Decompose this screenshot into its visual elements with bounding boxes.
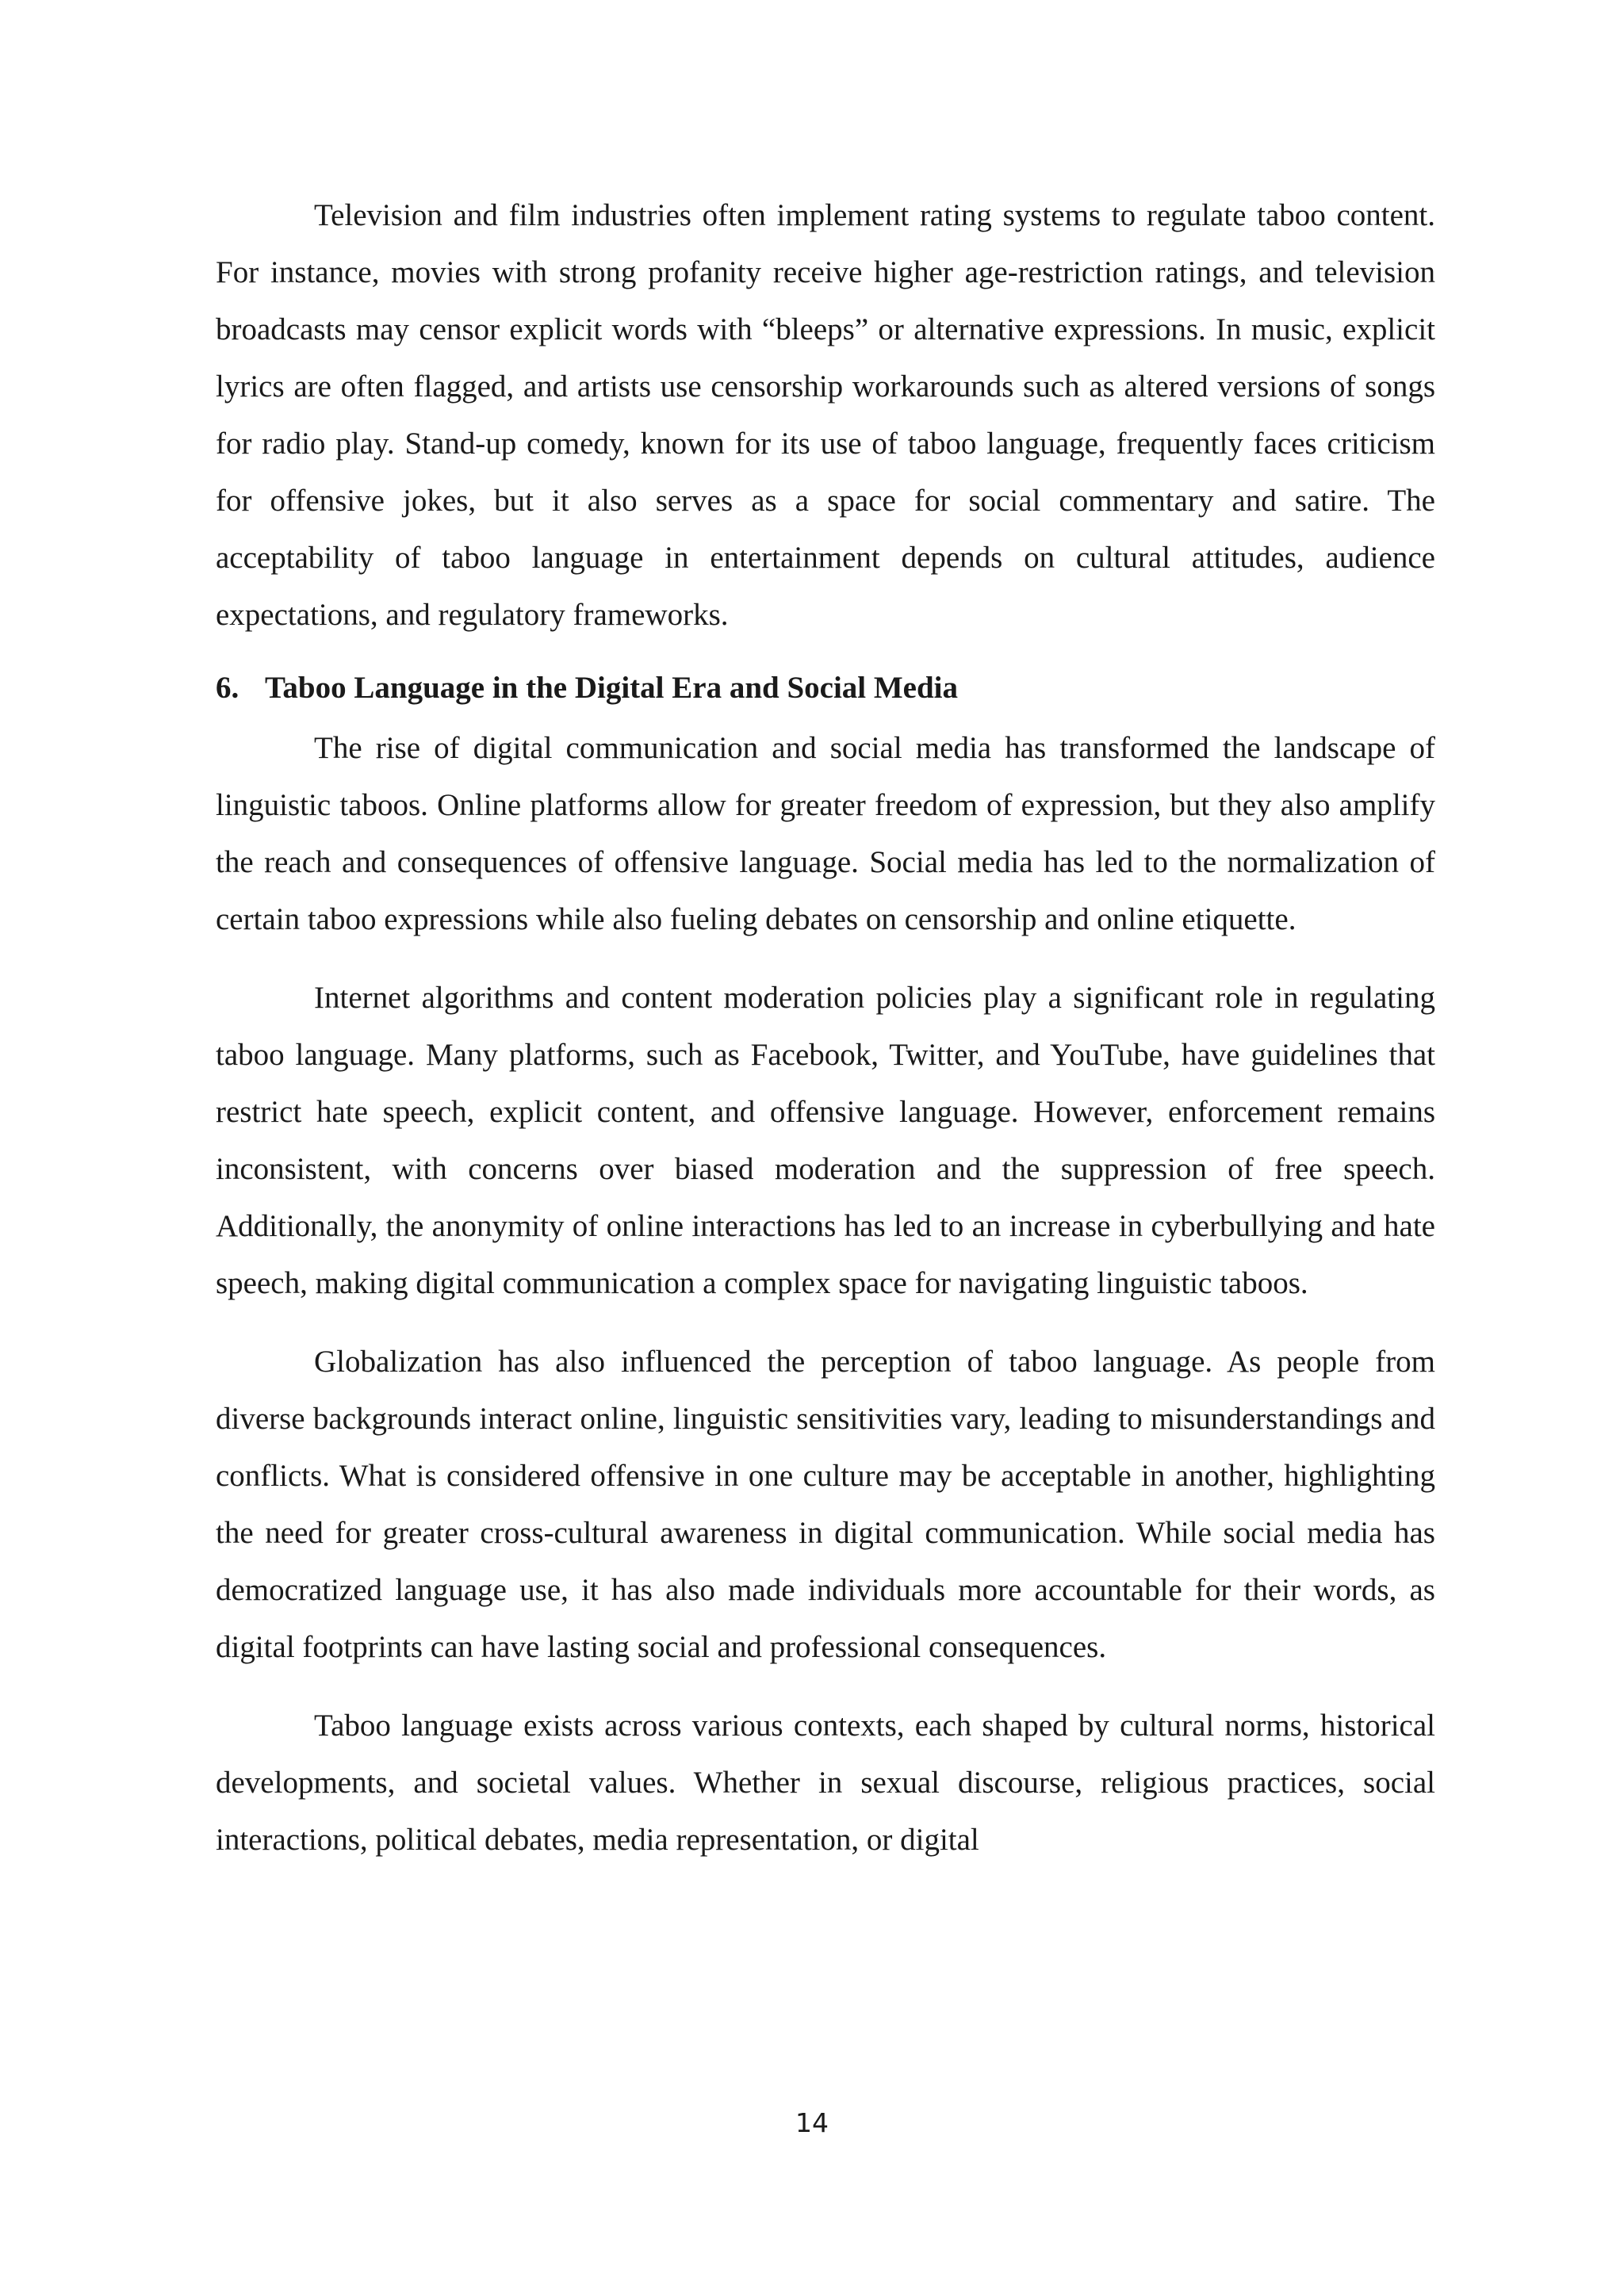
paragraph-conclusion: Taboo language exists across various contexts, each shaped by cultural norms, historical developments, and societal values. Whether in sexual discourse, religious practices, social interactions, political debates, media representation, or digital (216, 1709, 1435, 1857)
paragraph-content-moderation: Internet algorithms and content moderation policies play a significant role in regulating taboo language. Many platforms, such as Facebook, Twitter, and YouTube, have guidelines that restrict hate speech, explicit content, and offensive language. However, enforcement remains inconsistent, with concerns over biased moderation and the suppression of free speech. Additionally, the anonymity of online interactions has led to an increase in cyberbullying and hate speech, making digital communication a complex space for navigating linguistic taboos. (216, 981, 1435, 1300)
section-heading (216, 664, 1435, 712)
paragraph-digital-communication: The rise of digital communication and social media has transformed the landscape of linguistic taboos. Online platforms allow for greater freedom of expression, but they also amplify the reach and consequences of offensive language. Social media has led to the normalization of certain taboo expressions while also fueling debates on censorship and online etiquette. (216, 731, 1435, 936)
section-title: Taboo Language in the Digital Era and Social Media (265, 671, 959, 705)
page-number: 14 (795, 2107, 829, 2138)
section-number: 6. (216, 671, 239, 705)
paragraph-globalization: Globalization has also influenced the perception of taboo language. As people from diverse backgrounds interact online, linguistic sensitivities vary, leading to misunderstandings and conflicts. What is considered offensive in one culture may be acceptable in another, highlighting the need for greater cross-cultural awareness in digital communication. While social media has democratized language use, it has also made individuals more accountable for their words, as digital footprints can have lasting social and professional consequences. (216, 1345, 1435, 1664)
document-body (216, 187, 1435, 1869)
paragraph-entertainment-ratings: Television and film industries often implement rating systems to regulate taboo content. For instance, movies with strong profanity receive higher age-restriction ratings, and television broadcasts may censor explicit words with “bleeps” or alternative expressions. In music, explicit lyrics are often flagged, and artists use censorship workarounds such as altered versions of songs for radio play. Stand-up comedy, known for its use of taboo language, frequently faces criticism for offensive jokes, but it also serves as a space for social commentary and satire. The acceptability of taboo language in entertainment depends on cultural attitudes, audience expectations, and regulatory frameworks. (216, 198, 1435, 632)
